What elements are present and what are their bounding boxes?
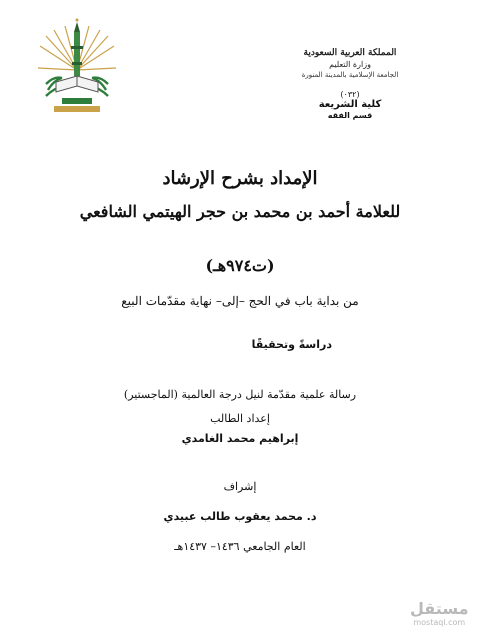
country-name: المملكة العربية السعودية	[303, 48, 397, 58]
institution-header	[250, 48, 450, 121]
university-logo-icon	[34, 12, 120, 118]
watermark-arabic: مستقل	[410, 599, 469, 618]
scope-line: من بداية باب في الحج –إلى– نهاية مقدّمات البيع	[121, 294, 359, 308]
death-date: (ت٩٧٤هـ)	[205, 256, 275, 275]
study-label: دراسةً وتحقيقًا	[251, 338, 332, 351]
book-title: الإمداد بشرح الإرشاد	[162, 168, 318, 189]
watermark-url: mostaql.com	[413, 618, 466, 627]
supervisor-name: د. محمد يعقوب طالب عبيدي	[163, 510, 317, 523]
thesis-description: رسالة علمية مقدّمة لنيل درجة العالمية (الماجستير)	[123, 388, 357, 401]
academic-year: العام الجامعي ١٤٣٦– ١٤٣٧هـ	[174, 540, 306, 553]
college-name: كلية الشريعة	[318, 99, 382, 110]
student-name: إبراهيم محمد الغامدي	[181, 432, 299, 445]
prepared-by-label: إعداد الطالب	[210, 412, 270, 425]
ministry-name: وزارة التعليم	[329, 60, 371, 69]
department-name: قسم الفقه	[327, 111, 373, 120]
author-line: للعلامة أحمد بن محمد بن حجر الهيتمي الشافعي	[79, 202, 401, 221]
university-name: الجامعة الإسلامية بالمدينة المنورة	[301, 71, 399, 79]
college-number: (٠٣٢)	[340, 90, 360, 99]
watermark	[410, 600, 469, 628]
supervision-label: إشراف	[223, 480, 257, 493]
